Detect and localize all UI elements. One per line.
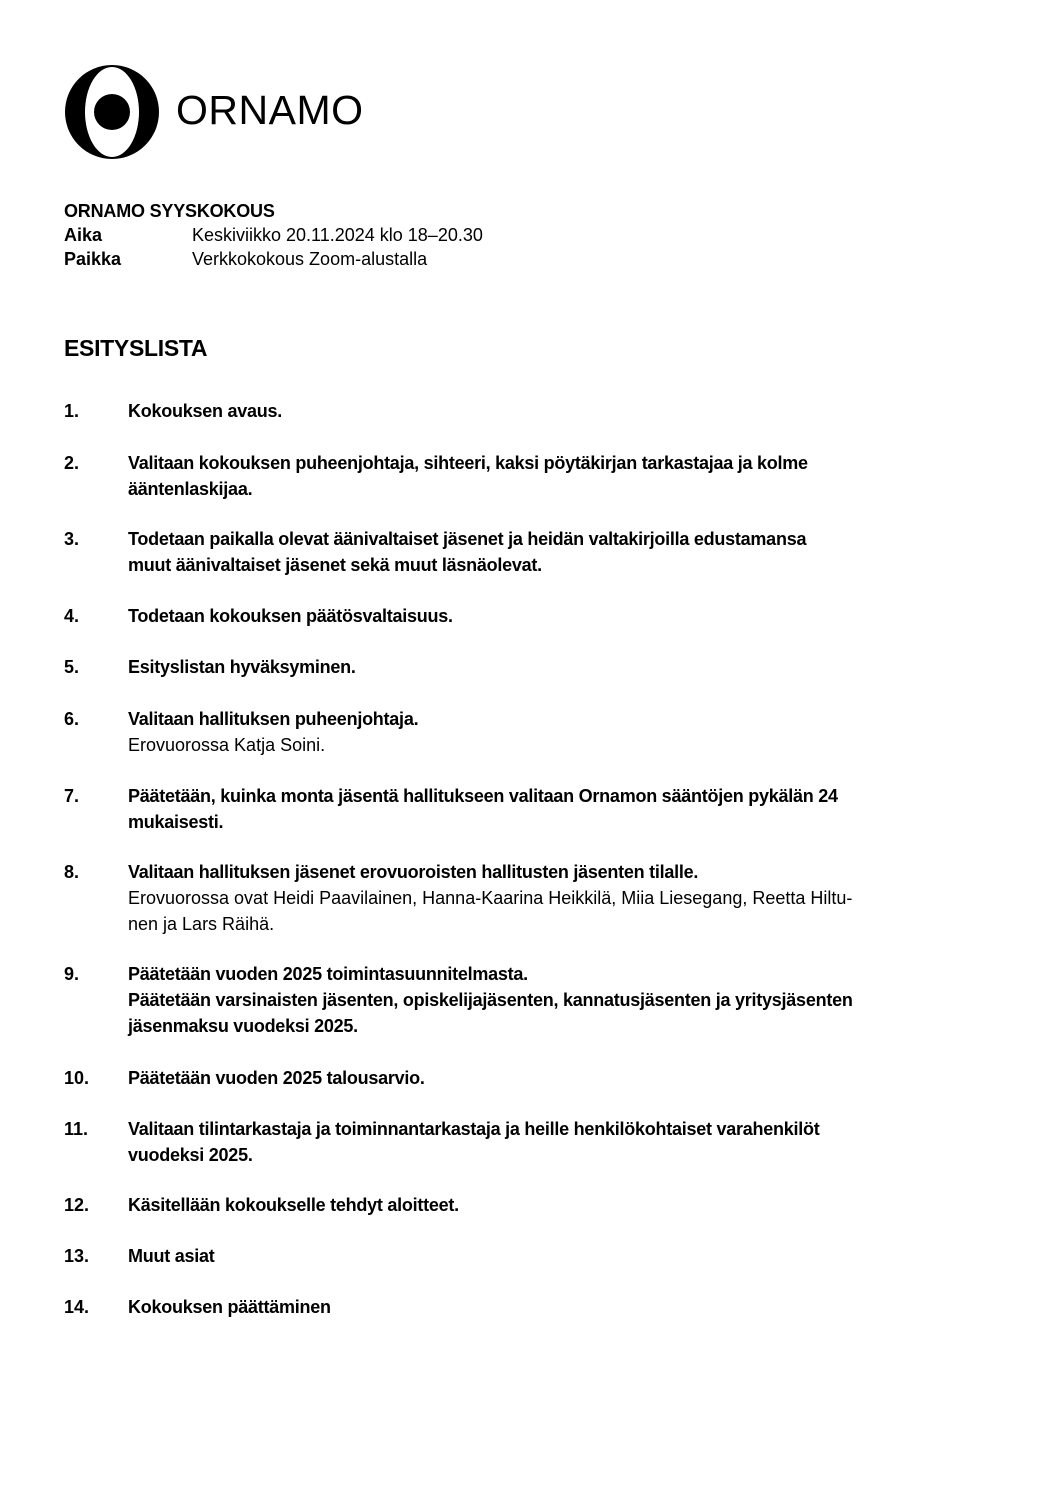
agenda-item-title-line: Valitaan hallituksen jäsenet erovuoroisten hallitusten jäsenten tilalle. <box>128 862 699 882</box>
agenda-item-title-line: Valitaan kokouksen puheenjohtaja, sihteeri, kaksi pöytäkirjan tarkastajaa ja kolme <box>128 453 808 473</box>
agenda-item-number: 3. <box>64 529 80 549</box>
time-label: Aika <box>64 225 103 245</box>
agenda-item-title-line: Päätetään, kuinka monta jäsentä hallitukseen valitaan Ornamon sääntöjen pykälän 24 <box>128 786 838 806</box>
agenda-item-title-line: Kokouksen avaus. <box>128 401 283 421</box>
place-label: Paikka <box>64 249 122 269</box>
agenda-item-text <box>128 526 998 578</box>
agenda-item-number: 10. <box>64 1068 90 1088</box>
agenda-item-text <box>128 1192 998 1218</box>
place-value: Verkkokokous Zoom-alustalla <box>192 249 428 269</box>
agenda-item-text <box>128 706 998 758</box>
agenda-item-title-line: Esityslistan hyväksyminen. <box>128 657 356 677</box>
agenda-item-title-line: jäsenmaksu vuodeksi 2025. <box>128 1016 358 1036</box>
meeting-time-row <box>64 223 483 247</box>
agenda-item-title-line: Valitaan tilintarkastaja ja toiminnantarkastaja ja heille henkilökohtaiset varahenkilöt <box>128 1119 820 1139</box>
agenda-item-title-line: ääntenlaskijaa. <box>128 479 253 499</box>
ornamo-logo-icon <box>64 64 160 160</box>
time-value: Keskiviikko 20.11.2024 klo 18–20.30 <box>192 225 483 245</box>
agenda-item-number: 14. <box>64 1297 90 1317</box>
agenda-item-text <box>128 398 998 424</box>
agenda-item-text <box>128 603 998 629</box>
agenda-item-title-line: mukaisesti. <box>128 812 224 832</box>
agenda-item-note-line: nen ja Lars Räihä. <box>128 914 275 934</box>
meeting-place-row <box>64 247 483 271</box>
agenda-item-title-line: muut äänivaltaiset jäsenet sekä muut läsnäolevat. <box>128 555 542 575</box>
logo-wordmark: ORNAMO <box>176 87 364 133</box>
agenda-item-number: 12. <box>64 1195 90 1215</box>
agenda-item-title-line: Kokouksen päättäminen <box>128 1297 331 1317</box>
agenda-item-number: 9. <box>64 964 80 984</box>
agenda-item-title-line: Todetaan paikalla olevat äänivaltaiset jäsenet ja heidän valtakirjoilla edustamansa <box>128 529 807 549</box>
agenda-item-text <box>128 783 998 835</box>
agenda-item-number: 5. <box>64 657 80 677</box>
agenda-item-title-line: Käsitellään kokoukselle tehdyt aloitteet. <box>128 1195 459 1215</box>
agenda-item-text <box>128 1065 998 1091</box>
agenda-item-text <box>128 1116 998 1168</box>
agenda-item-text <box>128 450 998 502</box>
agenda-item-number: 1. <box>64 401 80 421</box>
agenda-item-title-line: vuodeksi 2025. <box>128 1145 253 1165</box>
meeting-info <box>64 199 483 271</box>
agenda-item-text <box>128 1294 998 1320</box>
agenda-item-note-line: Erovuorossa ovat Heidi Paavilainen, Hanna-Kaarina Heikkilä, Miia Liesegang, Reetta Hiltu- <box>128 888 853 908</box>
agenda-item-number: 2. <box>64 453 80 473</box>
agenda-item-number: 7. <box>64 786 80 806</box>
agenda-item-title-line: Muut asiat <box>128 1246 215 1266</box>
agenda-item-title-line: Päätetään vuoden 2025 toimintasuunnitelmasta. <box>128 964 528 984</box>
agenda-item-text <box>128 961 998 1039</box>
agenda-item-text <box>128 859 998 937</box>
agenda-item-title-line: Valitaan hallituksen puheenjohtaja. <box>128 709 419 729</box>
agenda-item-text <box>128 1243 998 1269</box>
agenda-item-number: 8. <box>64 862 80 882</box>
agenda-item-title-line: Todetaan kokouksen päätösvaltaisuus. <box>128 606 453 626</box>
agenda-item-title-line: Päätetään varsinaisten jäsenten, opiskelijajäsenten, kannatusjäsenten ja yritysjäsenten <box>128 990 853 1010</box>
agenda-item-number: 6. <box>64 709 80 729</box>
agenda-item-title-line: Päätetään vuoden 2025 talousarvio. <box>128 1068 425 1088</box>
agenda-item-number: 4. <box>64 606 80 626</box>
meeting-title: ORNAMO SYYSKOKOUS <box>64 201 275 221</box>
agenda-item-number: 11. <box>64 1119 89 1139</box>
agenda-item-number: 13. <box>64 1246 90 1266</box>
ornamo-logo <box>64 64 364 160</box>
agenda-heading: ESITYSLISTA <box>64 335 208 361</box>
agenda-item-note-line: Erovuorossa Katja Soini. <box>128 735 326 755</box>
agenda-item-text <box>128 654 998 680</box>
